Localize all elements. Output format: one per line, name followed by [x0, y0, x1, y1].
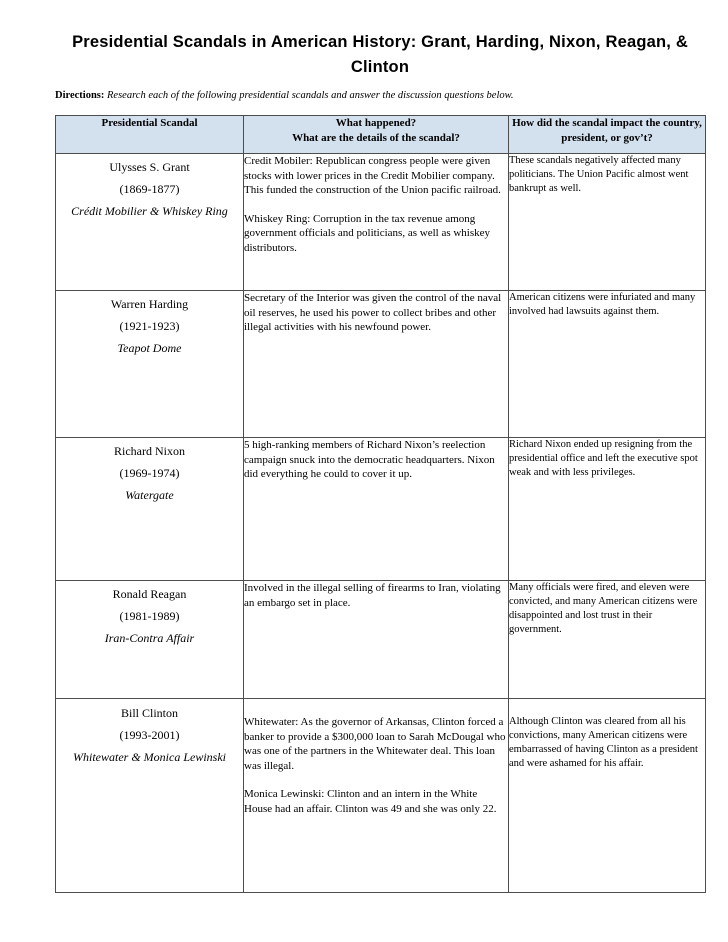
impact-cell-reagan: [509, 581, 706, 699]
details-paragraph: Whitewater: As the governor of Arkansas, Clinton forced a banker to provide a $300,000 loan to Sarah McDougal who was one of the partners in the Whitewater deal. This loan was illegal.: [244, 716, 506, 772]
scandal-cell-nixon: [56, 438, 244, 581]
header-impact: How did the scandal impact the country, president, or gov’t?: [509, 116, 706, 154]
president-years: (1981-1989): [119, 608, 180, 623]
header-presidential-scandal: Presidential Scandal: [56, 116, 244, 154]
scandal-name: Teapot Dome: [117, 340, 182, 355]
details-paragraph: 5 high-ranking members of Richard Nixon’s reelection campaign snuck into the democratic headquarters. Nixon did everything he could to cover it up.: [244, 439, 495, 481]
details-cell-harding: [244, 291, 509, 438]
scandal-cell-clinton: [56, 699, 244, 893]
directions-label: Directions:: [55, 89, 105, 101]
table-row-harding: [56, 291, 706, 438]
scandal-name: Crédit Mobilier & Whiskey Ring: [71, 203, 228, 218]
impact-text: These scandals negatively affected many politicians. The Union Pacific almost went bankrupt as well.: [509, 155, 689, 194]
impact-cell-nixon: [509, 438, 706, 581]
impact-text: Richard Nixon ended up resigning from the presidential office and left the executive spot weak and with less privileges.: [509, 439, 698, 478]
scandal-cell-harding: [56, 291, 244, 438]
impact-cell-grant: [509, 154, 706, 291]
president-name: Ronald Reagan: [112, 587, 187, 602]
scandal-name: Whitewater & Monica Lewinski: [73, 749, 226, 764]
directions-text: Research each of the following presidential scandals and answer the discussion questions below.: [107, 89, 514, 101]
scandal-name: Iran-Contra Affair: [104, 630, 195, 645]
details-cell-grant: [244, 154, 509, 291]
scandal-cell-reagan: [56, 581, 244, 699]
table-row-nixon: [56, 438, 706, 581]
header-what-happened-line2: What are the details of the scandal?: [292, 131, 460, 144]
president-years: (1921-1923): [119, 318, 180, 333]
details-paragraph: Credit Mobiler: Republican congress people were given stocks with lower prices in the Credit Mobilier company. This funded the construction of the Union pacific railroad.: [244, 155, 501, 197]
president-years: (1993-2001): [119, 727, 180, 742]
details-paragraph: Monica Lewinski: Clinton and an intern in the White House had an affair. Clinton was 49 and she was only 22.: [244, 788, 497, 815]
details-cell-reagan: [244, 581, 509, 699]
president-name: Ulysses S. Grant: [109, 160, 190, 175]
table-row-clinton: [56, 699, 706, 893]
details-paragraph: Secretary of the Interior was given the control of the naval oil reserves, he used his power to collect bribes and other illegal activities with his newfound power.: [244, 292, 502, 334]
table-row-grant: [56, 154, 706, 291]
details-cell-clinton: [244, 699, 509, 893]
details-paragraph: Involved in the illegal selling of firearms to Iran, violating an embargo set in place.: [244, 582, 501, 609]
table-row-reagan: [56, 581, 706, 699]
details-cell-nixon: [244, 438, 509, 581]
scandals-table: [55, 115, 706, 893]
president-name: Richard Nixon: [114, 444, 185, 459]
header-what-happened: [244, 116, 509, 154]
president-years: (1969-1974): [119, 465, 180, 480]
president-name: Warren Harding: [110, 297, 189, 312]
scandal-cell-grant: [56, 154, 244, 291]
impact-text: Many officials were fired, and eleven were convicted, and many American citizens were disappointed and lost trust in their government.: [509, 582, 698, 635]
president-name: Bill Clinton: [120, 706, 178, 721]
scandal-name: Watergate: [125, 487, 174, 502]
impact-cell-clinton: [509, 699, 706, 893]
impact-text: American citizens were infuriated and many involved had lawsuits against them.: [509, 292, 696, 317]
header-what-happened-line1: What happened?: [335, 117, 417, 130]
details-paragraph: Whiskey Ring: Corruption in the tax revenue among government officials and politicians, as well as whiskey distributors.: [244, 212, 491, 254]
directions-line: [55, 89, 705, 103]
impact-text: Although Clinton was cleared from all his convictions, many American citizens were embarrassed of having Clinton as a president and were ashamed for his affair.: [509, 716, 698, 769]
page-title: Presidential Scandals in American History: Grant, Harding, Nixon, Reagan, & Clinton: [72, 33, 688, 76]
table-header-row: [56, 116, 706, 154]
president-years: (1869-1877): [119, 181, 180, 196]
impact-cell-harding: [509, 291, 706, 438]
